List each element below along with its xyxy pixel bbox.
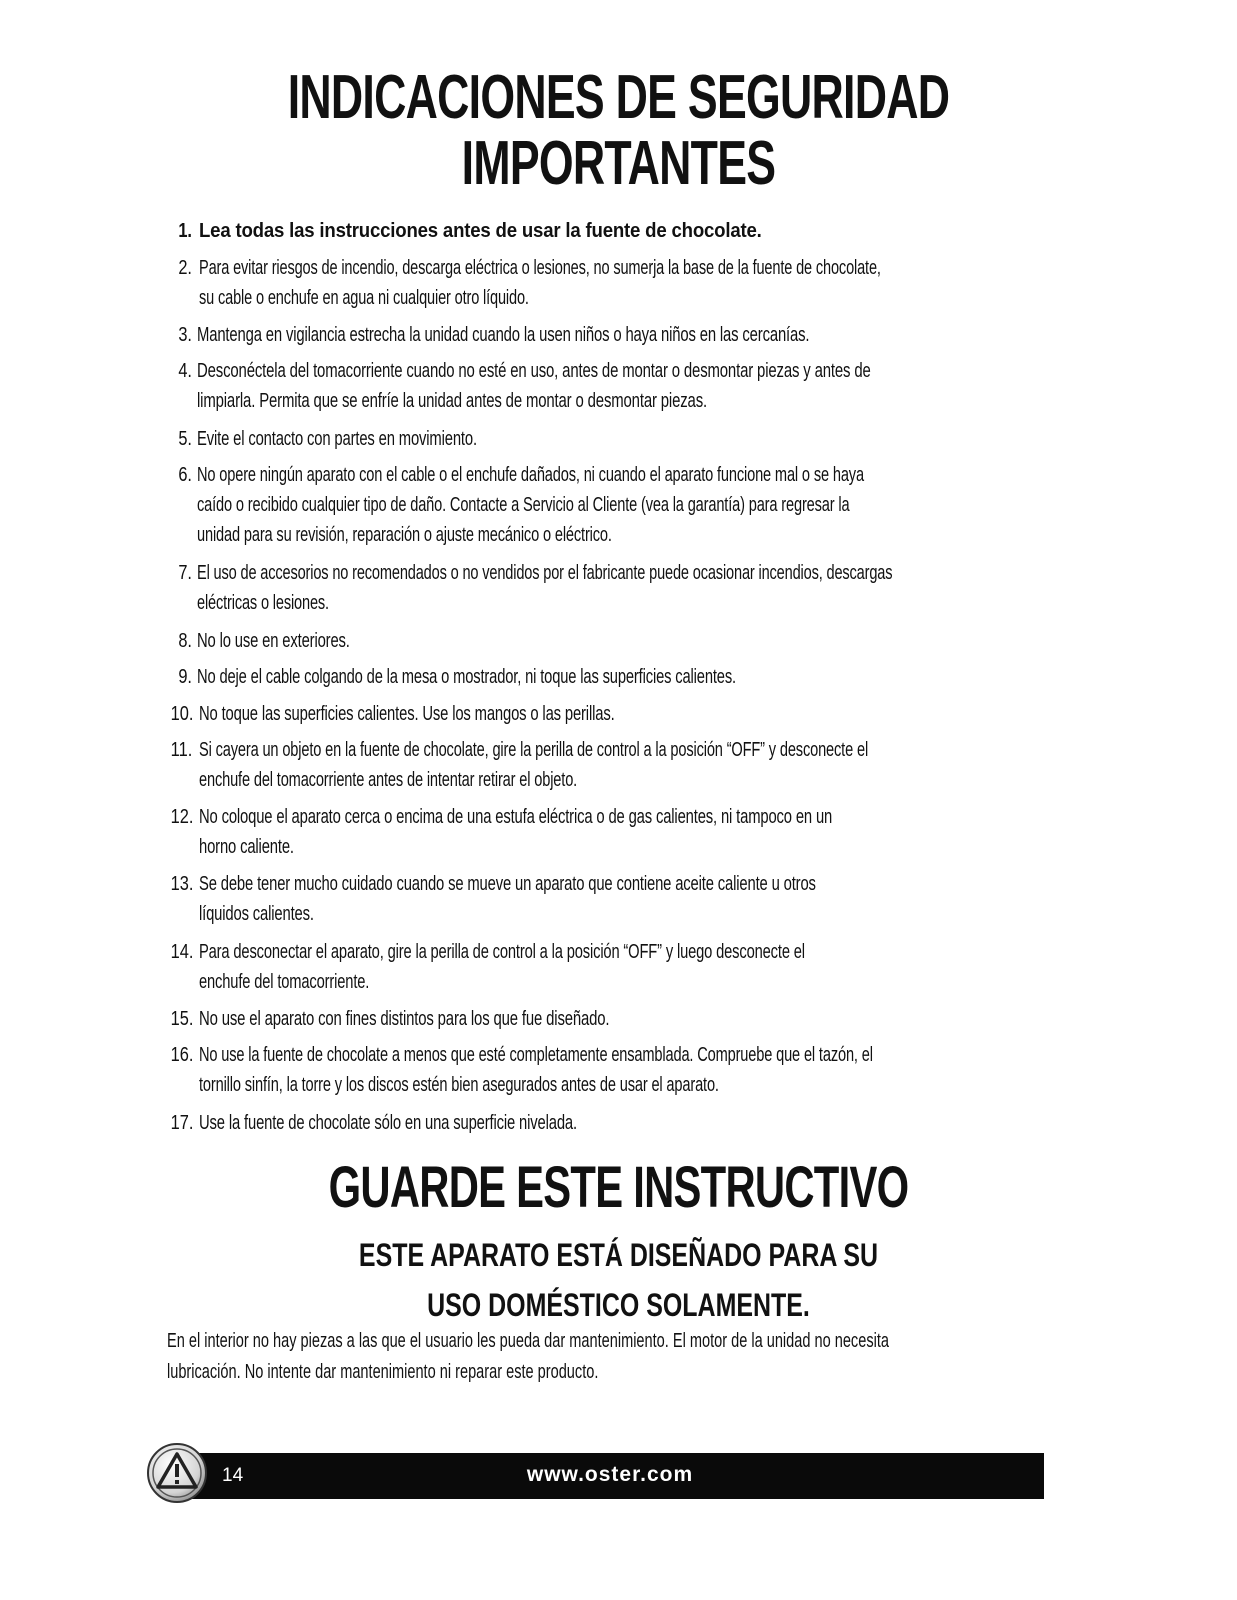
page-title: INDICACIONES DE SEGURIDAD xyxy=(287,63,950,132)
item-number: 10. xyxy=(170,703,194,725)
item-text: No toque las superficies calientes. Use los mangos o las perillas. xyxy=(199,703,615,725)
item-number: 15. xyxy=(170,1008,194,1030)
item-text: El uso de accesorios no recomendados o no vendidos por el fabricante puede ocasionar incendios, descargas eléctricas o lesiones. xyxy=(197,562,893,614)
save-instructions-heading: GUARDE ESTE INSTRUCTIVO xyxy=(328,1155,909,1220)
item-text: Se debe tener mucho cuidado cuando se mueve un aparato que contiene aceite caliente u otros líquidos calientes. xyxy=(199,873,816,925)
household-use-heading-continued: USO DOMÉSTICO SOLAMENTE. xyxy=(427,1287,810,1323)
item-number: 17. xyxy=(170,1112,194,1134)
item-number: 3. xyxy=(178,324,192,346)
item-text: Use la fuente de chocolate sólo en una superficie nivelada. xyxy=(199,1112,577,1134)
item-text: Mantenga en vigilancia estrecha la unidad cuando la usen niños o haya niños en las cercanías. xyxy=(197,324,810,346)
item-number: 7. xyxy=(178,562,192,584)
item-number: 11. xyxy=(170,739,193,761)
page-title-continued: IMPORTANTES xyxy=(461,129,776,198)
item-text: Para evitar riesgos de incendio, descarga eléctrica o lesiones, no sumerja la base de la fuente de chocolate, su cable o enchufe en agua ni cualquier otro líquido. xyxy=(199,257,881,309)
item-number: 6. xyxy=(178,464,192,486)
item-text: Desconéctela del tomacorriente cuando no esté en uso, antes de montar o desmontar piezas y antes de limpiarla. Permita que se enfríe la unidad antes de montar o desmontar piezas. xyxy=(197,360,871,412)
item-number: 8. xyxy=(178,630,192,652)
item-number: 4. xyxy=(178,360,192,382)
item-text: No use el aparato con fines distintos para los que fue diseñado. xyxy=(199,1008,610,1030)
household-use-heading: ESTE APARATO ESTÁ DISEÑADO PARA SU xyxy=(358,1237,879,1273)
item-number: 9. xyxy=(178,666,192,688)
item-number: 13. xyxy=(170,873,194,895)
maintenance-paragraph: En el interior no hay piezas a las que el usuario les pueda dar mantenimiento. El motor de la unidad no necesita lubricación. No intente dar mantenimiento ni reparar este producto. xyxy=(167,1330,889,1383)
item-text: No coloque el aparato cerca o encima de una estufa eléctrica o de gas calientes, ni tampoco en un horno caliente. xyxy=(199,806,833,858)
item-text: No opere ningún aparato con el cable o el enchufe dañados, ni cuando el aparato funcione mal o se haya caído o recibido cualquier tipo de daño. Contacte a Servicio al Cliente (vea la garantía) para regresar la unidad para su revisión, reparación o ajuste mecánico o eléctrico. xyxy=(197,464,864,546)
item-number: 2. xyxy=(178,257,192,279)
page-number: 14 xyxy=(222,1465,244,1486)
item-number: 1. xyxy=(178,220,192,242)
item-text: Para desconectar el aparato, gire la perilla de control a la posición “OFF” y luego desconecte el enchufe del tomacorriente. xyxy=(199,941,805,993)
item-text: Lea todas las instrucciones antes de usar la fuente de chocolate. xyxy=(199,220,762,242)
warning-triangle-icon xyxy=(146,1442,208,1504)
website-link[interactable]: www.oster.com xyxy=(526,1463,694,1486)
item-text: No lo use en exteriores. xyxy=(197,630,350,652)
item-number: 5. xyxy=(178,428,192,450)
item-text: Evite el contacto con partes en movimiento. xyxy=(197,428,477,450)
item-text: No deje el cable colgando de la mesa o mostrador, ni toque las superficies calientes. xyxy=(197,666,736,688)
item-number: 14. xyxy=(170,941,194,963)
item-number: 16. xyxy=(170,1044,194,1066)
item-number: 12. xyxy=(170,806,194,828)
item-text: Si cayera un objeto en la fuente de chocolate, gire la perilla de control a la posición “OFF” y desconecte el enchufe del tomacorriente antes de intentar retirar el objeto. xyxy=(199,739,869,791)
item-text: No use la fuente de chocolate a menos que esté completamente ensamblada. Compruebe que el tazón, el tornillo sinfín, la torre y los discos estén bien asegurados antes de usar el aparato. xyxy=(199,1044,873,1096)
